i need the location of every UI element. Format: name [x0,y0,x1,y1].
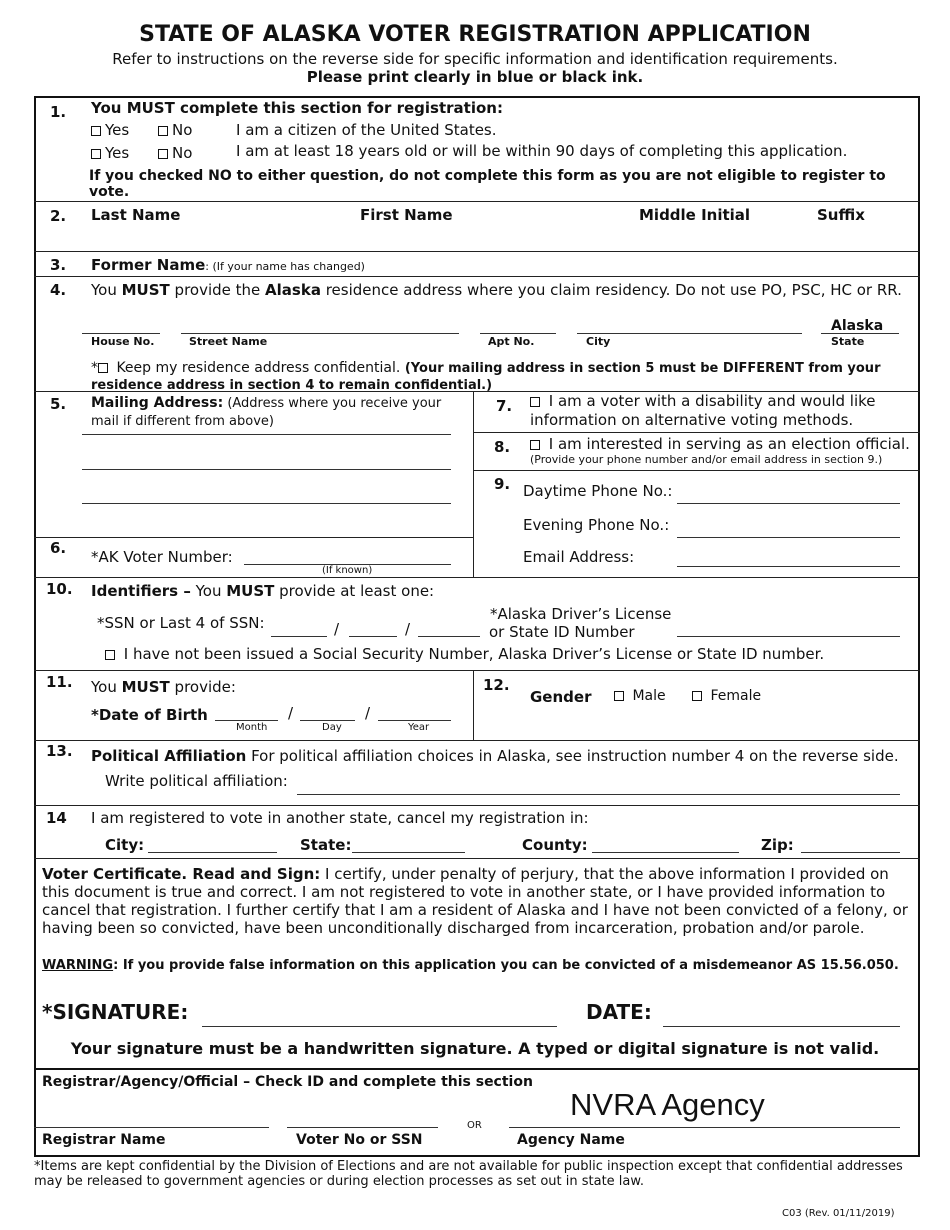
ak-voter-number-label: *AK Voter Number: [91,548,233,566]
political-affiliation-instruction: Political Affiliation For political affiliation choices in Alaska, see instruction number 4 on the reverse side. [91,747,899,765]
ssn-input-part-3[interactable] [418,636,480,637]
citizen-question: I am a citizen of the United States. [236,121,497,139]
gender-label: Gender [530,688,592,706]
registrar-heading: Registrar/Agency/Official – Check ID and complete this section [42,1074,533,1090]
registrar-divider [34,1068,920,1070]
agency-name-label: Agency Name [517,1132,625,1148]
column-divider [473,391,474,577]
column-divider [473,670,474,740]
dob-day-input[interactable] [300,720,355,721]
mailing-address-line-2[interactable] [82,469,451,470]
signature-label: *SIGNATURE: [42,1000,189,1024]
form-subtitle: Refer to instructions on the reverse side for specific information and identification requirements. [112,50,838,68]
perjury-warning: WARNING: If you provide false information on this application you can be convicted of a misdemeanor AS 15.56.050. [42,958,899,973]
other-city-input[interactable] [148,852,277,853]
section-number: 8. [494,438,511,456]
street-name-label: Street Name [189,335,268,348]
ssn-separator: / [405,620,411,638]
section-number: 7. [496,397,513,415]
must-provide-label: You MUST provide: [91,678,236,696]
evening-phone-label: Evening Phone No.: [523,516,670,534]
city-input[interactable] [577,333,802,334]
dob-month-input[interactable] [215,720,278,721]
checkbox-icon [692,691,702,701]
section-number: 2. [50,207,67,225]
street-name-input[interactable] [181,333,459,334]
other-county-label: County: [522,836,588,854]
divider [34,670,920,671]
dob-separator: / [288,704,294,722]
section-number: 5. [50,395,67,413]
date-of-birth-label: *Date of Birth [91,706,208,724]
signature-input[interactable] [202,1026,557,1027]
dob-year-input[interactable] [378,720,451,721]
divider [34,805,920,806]
evening-phone-input[interactable] [677,537,900,538]
section-number: 4. [50,281,67,299]
or-separator: OR [467,1120,482,1131]
email-input[interactable] [677,566,900,567]
suffix-label: Suffix [817,206,865,224]
age-no[interactable]: No [158,144,192,162]
disability-option[interactable]: I am a voter with a disability and would like information on alternative voting methods. [530,392,876,429]
section-number: 11. [46,673,73,691]
form-title: STATE OF ALASKA VOTER REGISTRATION APPLICATION [139,22,811,47]
election-official-hint: (Provide your phone number and/or email address in section 9.) [530,453,883,466]
section-number: 3. [50,256,67,274]
age-yes[interactable]: Yes [91,144,129,162]
daytime-phone-input[interactable] [677,503,900,504]
agency-value: NVRA Agency [570,1087,765,1122]
date-input[interactable] [663,1026,900,1027]
checkbox-icon [91,126,101,136]
divider [34,577,920,578]
name-input[interactable] [90,228,910,248]
house-no-input[interactable] [82,333,160,334]
other-state-label: State: [300,836,352,854]
signature-note: Your signature must be a handwritten signature. A typed or digital signature is not valid. [70,1039,880,1058]
divider [34,201,920,202]
section-number: 6. [50,539,67,557]
form-id: C03 (Rev. 01/11/2019) [782,1208,895,1219]
age-question: I am at least 18 years old or will be within 90 days of completing this application. [236,142,848,160]
checkbox-icon [105,650,115,660]
state-value: Alaska [831,318,884,334]
apt-no-input[interactable] [480,333,556,334]
ssn-input-part-2[interactable] [349,636,397,637]
first-name-label: First Name [360,206,453,224]
section-number: 12. [483,676,510,694]
state-id-label: or State ID Number [489,623,635,641]
other-state-input[interactable] [352,852,465,853]
apt-no-label: Apt No. [488,335,535,348]
if-known-hint: (If known) [322,565,373,576]
other-county-input[interactable] [592,852,739,853]
ssn-label: *SSN or Last 4 of SSN: [97,614,265,632]
checkbox-icon [530,397,540,407]
other-city-label: City: [105,836,145,854]
divider [34,537,473,538]
residence-instruction: You MUST provide the Alaska residence address where you claim residency. Do not use PO, PSC, HC or RR. [91,281,902,299]
other-zip-label: Zip: [761,836,794,854]
section-number: 13. [46,742,73,760]
gender-female-option[interactable]: Female [692,688,761,704]
agency-name-input[interactable] [509,1127,900,1128]
mailing-address-label: Mailing Address: (Address where you receive your mail if different from above) [91,395,442,429]
voter-no-input[interactable] [287,1127,438,1128]
divider [473,432,920,433]
election-official-option[interactable]: I am interested in serving as an election official. [530,435,910,453]
former-name-field[interactable]: Former Name: (If your name has changed) [91,256,365,274]
ink-instruction: Please print clearly in blue or black ink. [306,68,644,86]
day-hint: Day [322,722,342,733]
eligibility-note: If you checked NO to either question, do not complete this form as you are not eligible to register to vote. [89,168,886,200]
ssn-input-part-1[interactable] [271,636,327,637]
month-hint: Month [236,722,268,733]
identifiers-heading: Identifiers – You MUST provide at least one: [91,582,435,600]
checkbox-icon [530,440,540,450]
last-name-label: Last Name [91,206,181,224]
confidentiality-footnote: *Items are kept confidential by the Division of Elections and are not available for public inspection except that confidential addresses may be released to government agencies or during election processes as set out in state law. [34,1159,903,1189]
citizen-yes[interactable]: Yes [91,121,129,139]
daytime-phone-label: Daytime Phone No.: [523,482,673,500]
checkbox-icon [158,126,168,136]
checkbox-icon [98,363,108,373]
email-label: Email Address: [523,548,635,566]
section-number: 1. [50,103,67,121]
drivers-license-label: *Alaska Driver’s License [490,605,672,623]
registrar-name-input[interactable] [34,1127,269,1128]
mailing-address-line-3[interactable] [82,503,451,504]
gender-male-option[interactable]: Male [614,688,666,704]
year-hint: Year [408,722,430,733]
political-affiliation-label: Write political affiliation: [105,772,288,790]
registrar-name-label: Registrar Name [42,1132,166,1148]
no-identifier-option[interactable]: I have not been issued a Social Security Number, Alaska Driver’s License or State ID number. [105,645,824,663]
ssn-separator: / [334,620,340,638]
drivers-license-input[interactable] [677,636,900,637]
divider [34,276,920,277]
s1-heading: You MUST complete this section for registration: [91,99,503,117]
voter-certificate: Voter Certificate. Read and Sign: I certify, under penalty of perjury, that the above information I provided on this document is true and correct. I am not registered to vote in another state, or I have provided information to cancel that registration. I further certify that I am a resident of Alaska and I have not been convicted of a felony, or having been so convicted, have been unconditionally discharged from incarceration, probation and/or parole. [42,865,908,937]
other-state-instruction: I am registered to vote in another state, cancel my registration in: [91,809,589,827]
checkbox-icon [91,149,101,159]
section-number: 9. [494,475,511,493]
other-zip-input[interactable] [801,852,900,853]
city-label: City [586,335,611,348]
confidential-option[interactable]: * Keep my residence address confidential. (Your mailing address in section 5 must be DIFFERENT from your residence address in section 4 to remain confidential.) [91,360,881,393]
checkbox-icon [158,149,168,159]
checkbox-icon [614,691,624,701]
section-number: 14 [46,809,67,827]
mailing-address-line-1[interactable] [82,434,451,435]
citizen-no[interactable]: No [158,121,192,139]
political-affiliation-input[interactable] [297,794,900,795]
divider [34,740,920,741]
middle-initial-label: Middle Initial [639,206,751,224]
date-label: DATE: [586,1000,652,1024]
divider [34,858,920,859]
dob-separator: / [365,704,371,722]
state-label: State [831,335,865,348]
divider [34,251,920,252]
divider [473,470,920,471]
voter-no-label: Voter No or SSN [296,1132,423,1148]
section-number: 10. [46,580,73,598]
house-no-label: House No. [91,335,155,348]
